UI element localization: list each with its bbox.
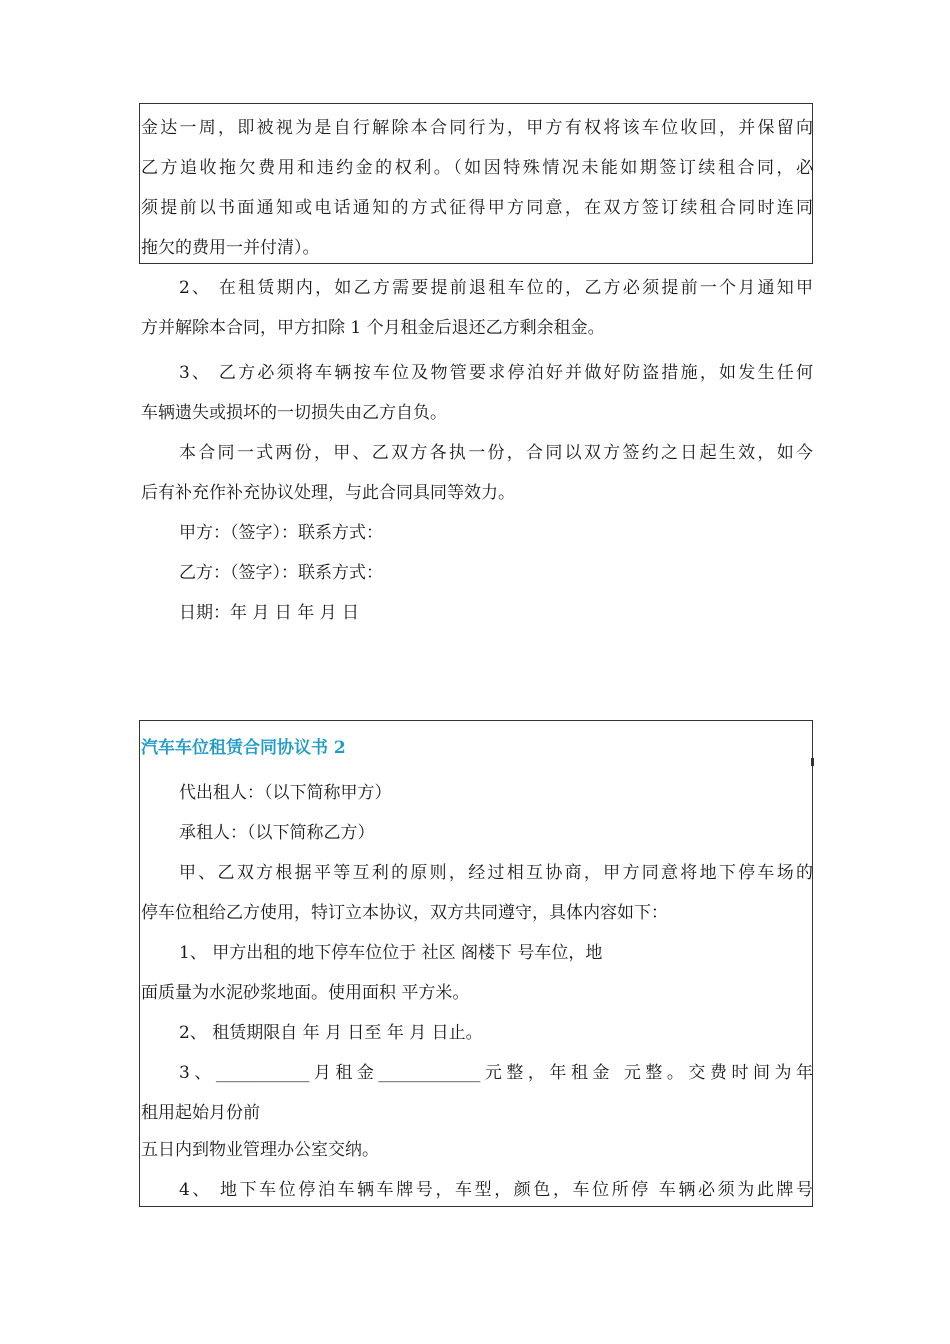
clause-2-line-2: 方并解除本合同，甲方扣除 1 个月租金后退还乙方剩余租金。: [141, 318, 605, 338]
item-2-line: 2、 租赁期限自 年 月 日至 年 月 日止。: [179, 1023, 483, 1043]
lessee-line: 承租人：（以下简称乙方）: [179, 823, 375, 843]
intro-line-2: 停车位租给乙方使用，特订立本协议，双方共同遵守，具体内容如下：: [141, 903, 668, 923]
item-4-line: 4、 地下车位停泊车辆车牌号，车型，颜色，车位所停 车辆必须为此牌号: [179, 1180, 813, 1200]
party-b-signature: 乙方：（签字）：联系方式：: [179, 563, 383, 583]
item-1-line-1: 1、 甲方出租的地下停车位位于 社区 阁楼下 号车位，地: [179, 943, 603, 963]
lessor-line: 代出租人：（以下简称甲方）: [179, 783, 392, 803]
section-title: 汽车车位租赁合同协议书 2: [141, 738, 346, 758]
closing-line-1: 本合同一式两份，甲、乙双方各执一份，合同以双方签约之日起生效，如今: [179, 443, 813, 463]
party-a-signature: 甲方：（签字）：联系方式：: [179, 523, 383, 543]
intro-line-1: 甲、乙双方根据平等互利的原则，经过相互协商，甲方同意将地下停车场的: [179, 863, 813, 883]
signature-date: 日期：年 月 日 年 月 日: [179, 603, 360, 623]
item-3-line-1: 3、___________月租金____________元整，年租金 元整。交费时间为年: [179, 1063, 813, 1083]
clause-2-line-1: 2、 在租赁期内，如乙方需要提前退租车位的，乙方必须提前一个月通知甲: [179, 278, 813, 298]
paragraph-line: 拖欠的费用一并付清）。: [141, 238, 320, 258]
paragraph-line: 乙方追收拖欠费用和违约金的权利。（如因特殊情况未能如期签订续租合同，必: [141, 158, 813, 178]
paragraph-line: 金达一周，即被视为是自行解除本合同行为，甲方有权将该车位收回，并保留向: [141, 118, 813, 138]
item-3-line-3: 五日内到物业管理办公室交纳。: [141, 1140, 379, 1160]
item-3-line-2: 租用起始月份前: [141, 1103, 260, 1123]
item-1-line-2: 面质量为水泥砂浆地面。使用面积 平方米。: [141, 983, 470, 1003]
closing-line-2: 后有补充作补充协议处理，与此合同具同等效力。: [141, 483, 515, 503]
clause-3-line-1: 3、 乙方必须将车辆按车位及物管要求停泊好并做好防盗措施，如发生任何: [179, 363, 813, 383]
clause-3-line-2: 车辆遗失或损坏的一切损失由乙方自负。: [141, 403, 447, 423]
paragraph-line: 须提前以书面通知或电话通知的方式征得甲方同意，在双方签订续租合同时连同: [141, 198, 813, 218]
